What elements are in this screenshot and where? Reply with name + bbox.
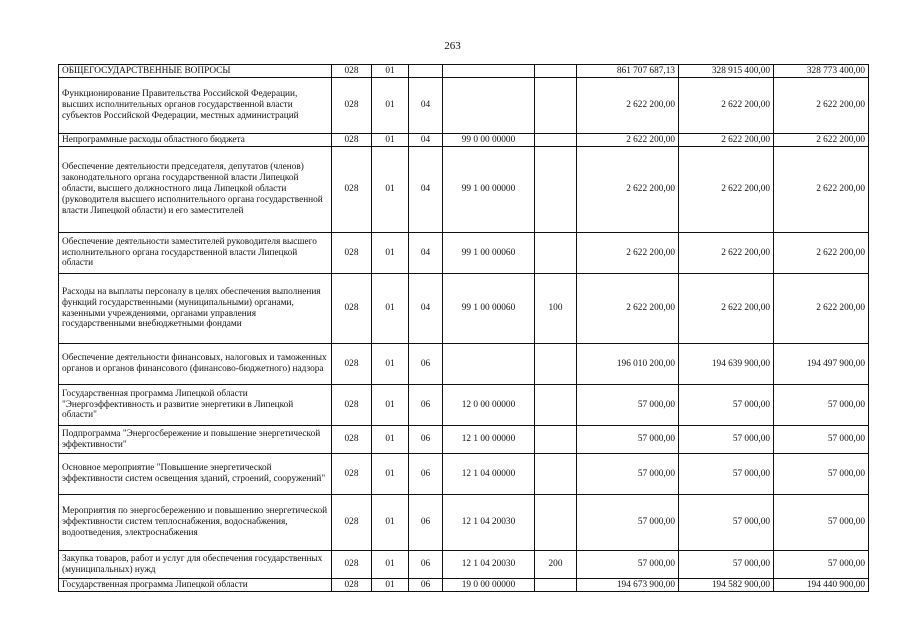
amount-year-3: 57 000,00 [774,495,869,551]
amount-year-2: 194 639 900,00 [679,344,774,385]
amount-year-3: 328 773 400,00 [774,65,869,78]
section-code: 01 [372,78,409,134]
row-name: Закупка товаров, работ и услуг для обеспечения государственных (муниципальных) нужд [59,551,332,579]
target-code: 12 0 00 00000 [443,385,535,426]
amount-year-3: 57 000,00 [774,426,869,454]
subsection-code: 06 [409,344,443,385]
section-code: 01 [372,551,409,579]
row-name: Мероприятия по энергосбережению и повышению энергетической эффективности систем теплоснабжения, водоснабжения, водоотведения, электроснабжения [59,495,332,551]
amount-year-3: 2 622 200,00 [774,78,869,134]
target-code: 19 0 00 00000 [443,579,535,592]
amount-year-1: 57 000,00 [577,551,679,579]
admin-code: 028 [332,495,372,551]
subsection-code: 04 [409,274,443,344]
amount-year-1: 57 000,00 [577,426,679,454]
subsection-code: 06 [409,426,443,454]
amount-year-2: 57 000,00 [679,495,774,551]
amount-year-3: 194 440 900,00 [774,579,869,592]
amount-year-2: 57 000,00 [679,426,774,454]
target-code [443,344,535,385]
admin-code: 028 [332,147,372,233]
subsection-code: 04 [409,233,443,274]
amount-year-3: 2 622 200,00 [774,134,869,147]
target-code: 99 0 00 00000 [443,134,535,147]
subsection-code: 04 [409,147,443,233]
subsection-code: 06 [409,579,443,592]
section-code: 01 [372,454,409,495]
expense-type [535,579,577,592]
amount-year-2: 194 582 900,00 [679,579,774,592]
subsection-code: 06 [409,495,443,551]
expense-type [535,344,577,385]
subsection-code: 04 [409,78,443,134]
section-code: 01 [372,385,409,426]
target-code: 99 1 00 00060 [443,274,535,344]
amount-year-2: 57 000,00 [679,385,774,426]
section-code: 01 [372,147,409,233]
table-row [59,454,869,495]
row-name: Расходы на выплаты персоналу в целях обеспечения выполнения функций государственными (муниципальными) органами, казенными учреждениями, органами управления государственными внебюджетными фондами [59,274,332,344]
table-row [59,65,869,78]
admin-code: 028 [332,65,372,78]
target-code: 12 1 04 20030 [443,551,535,579]
amount-year-1: 57 000,00 [577,495,679,551]
expense-type [535,495,577,551]
admin-code: 028 [332,78,372,134]
amount-year-3: 2 622 200,00 [774,147,869,233]
expense-type: 100 [535,274,577,344]
table-row [59,147,869,233]
section-code: 01 [372,233,409,274]
amount-year-1: 2 622 200,00 [577,233,679,274]
amount-year-3: 194 497 900,00 [774,344,869,385]
admin-code: 028 [332,579,372,592]
amount-year-2: 57 000,00 [679,551,774,579]
section-code: 01 [372,134,409,147]
amount-year-1: 194 673 900,00 [577,579,679,592]
section-code: 01 [372,426,409,454]
table-row [59,426,869,454]
subsection-code: 06 [409,454,443,495]
row-name: Обеспечение деятельности заместителей руководителя высшего исполнительного органа государственной власти Липецкой области [59,233,332,274]
target-code [443,65,535,78]
row-name: Подпрограмма "Энергосбережение и повышение энергетической эффективности" [59,426,332,454]
admin-code: 028 [332,233,372,274]
target-code: 99 1 00 00000 [443,147,535,233]
amount-year-1: 57 000,00 [577,454,679,495]
amount-year-2: 2 622 200,00 [679,233,774,274]
target-code [443,78,535,134]
expense-type [535,454,577,495]
expense-type [535,233,577,274]
amount-year-1: 196 010 200,00 [577,344,679,385]
section-code: 01 [372,65,409,78]
row-name: Основное мероприятие "Повышение энергетической эффективности систем освещения зданий, строений, сооружений" [59,454,332,495]
expense-type [535,65,577,78]
subsection-code [409,65,443,78]
table-row [59,274,869,344]
amount-year-1: 2 622 200,00 [577,134,679,147]
admin-code: 028 [332,426,372,454]
table-row [59,233,869,274]
amount-year-1: 861 707 687,13 [577,65,679,78]
row-name: Государственная программа Липецкой области "Энергоэффективность и развитие энергетики в Липецкой области" [59,385,332,426]
row-name: Непрограммные расходы областного бюджета [59,134,332,147]
amount-year-2: 2 622 200,00 [679,147,774,233]
table-row [59,579,869,592]
table-row [59,495,869,551]
amount-year-3: 2 622 200,00 [774,233,869,274]
subsection-code: 06 [409,385,443,426]
expense-type [535,426,577,454]
amount-year-1: 2 622 200,00 [577,274,679,344]
target-code: 12 1 04 00000 [443,454,535,495]
amount-year-2: 2 622 200,00 [679,78,774,134]
amount-year-3: 57 000,00 [774,385,869,426]
row-name: Обеспечение деятельности финансовых, налоговых и таможенных органов и органов финансового (финансово-бюджетного) надзора [59,344,332,385]
expense-type [535,385,577,426]
page-number: 263 [444,40,461,52]
admin-code: 028 [332,344,372,385]
table-row [59,78,869,134]
subsection-code: 06 [409,551,443,579]
admin-code: 028 [332,274,372,344]
row-name: ОБЩЕГОСУДАРСТВЕННЫЕ ВОПРОСЫ [59,65,332,78]
amount-year-1: 2 622 200,00 [577,78,679,134]
admin-code: 028 [332,551,372,579]
table-row [59,551,869,579]
table-row [59,134,869,147]
amount-year-2: 328 915 400,00 [679,65,774,78]
subsection-code: 04 [409,134,443,147]
row-name: Функционирование Правительства Российской Федерации, высших исполнительных органов государственной власти субъектов Российской Федерации, местных администраций [59,78,332,134]
expense-type: 200 [535,551,577,579]
row-name: Государственная программа Липецкой области [59,579,332,592]
expense-type [535,134,577,147]
table-row [59,385,869,426]
amount-year-3: 57 000,00 [774,551,869,579]
expense-type [535,147,577,233]
amount-year-2: 2 622 200,00 [679,134,774,147]
section-code: 01 [372,495,409,551]
admin-code: 028 [332,454,372,495]
expense-type [535,78,577,134]
section-code: 01 [372,344,409,385]
section-code: 01 [372,579,409,592]
amount-year-2: 2 622 200,00 [679,274,774,344]
row-name: Обеспечение деятельности председателя, депутатов (членов) законодательного органа государственной власти Липецкой области, высшего должностного лица Липецкой области (руководителя высшего исполнительного органа государственной власти Липецкой области) и его заместителей [59,147,332,233]
budget-table [58,64,869,592]
amount-year-3: 2 622 200,00 [774,274,869,344]
table-row [59,344,869,385]
target-code: 12 1 04 20030 [443,495,535,551]
section-code: 01 [372,274,409,344]
target-code: 99 1 00 00060 [443,233,535,274]
amount-year-1: 57 000,00 [577,385,679,426]
target-code: 12 1 00 00000 [443,426,535,454]
amount-year-2: 57 000,00 [679,454,774,495]
admin-code: 028 [332,385,372,426]
admin-code: 028 [332,134,372,147]
amount-year-3: 57 000,00 [774,454,869,495]
amount-year-1: 2 622 200,00 [577,147,679,233]
